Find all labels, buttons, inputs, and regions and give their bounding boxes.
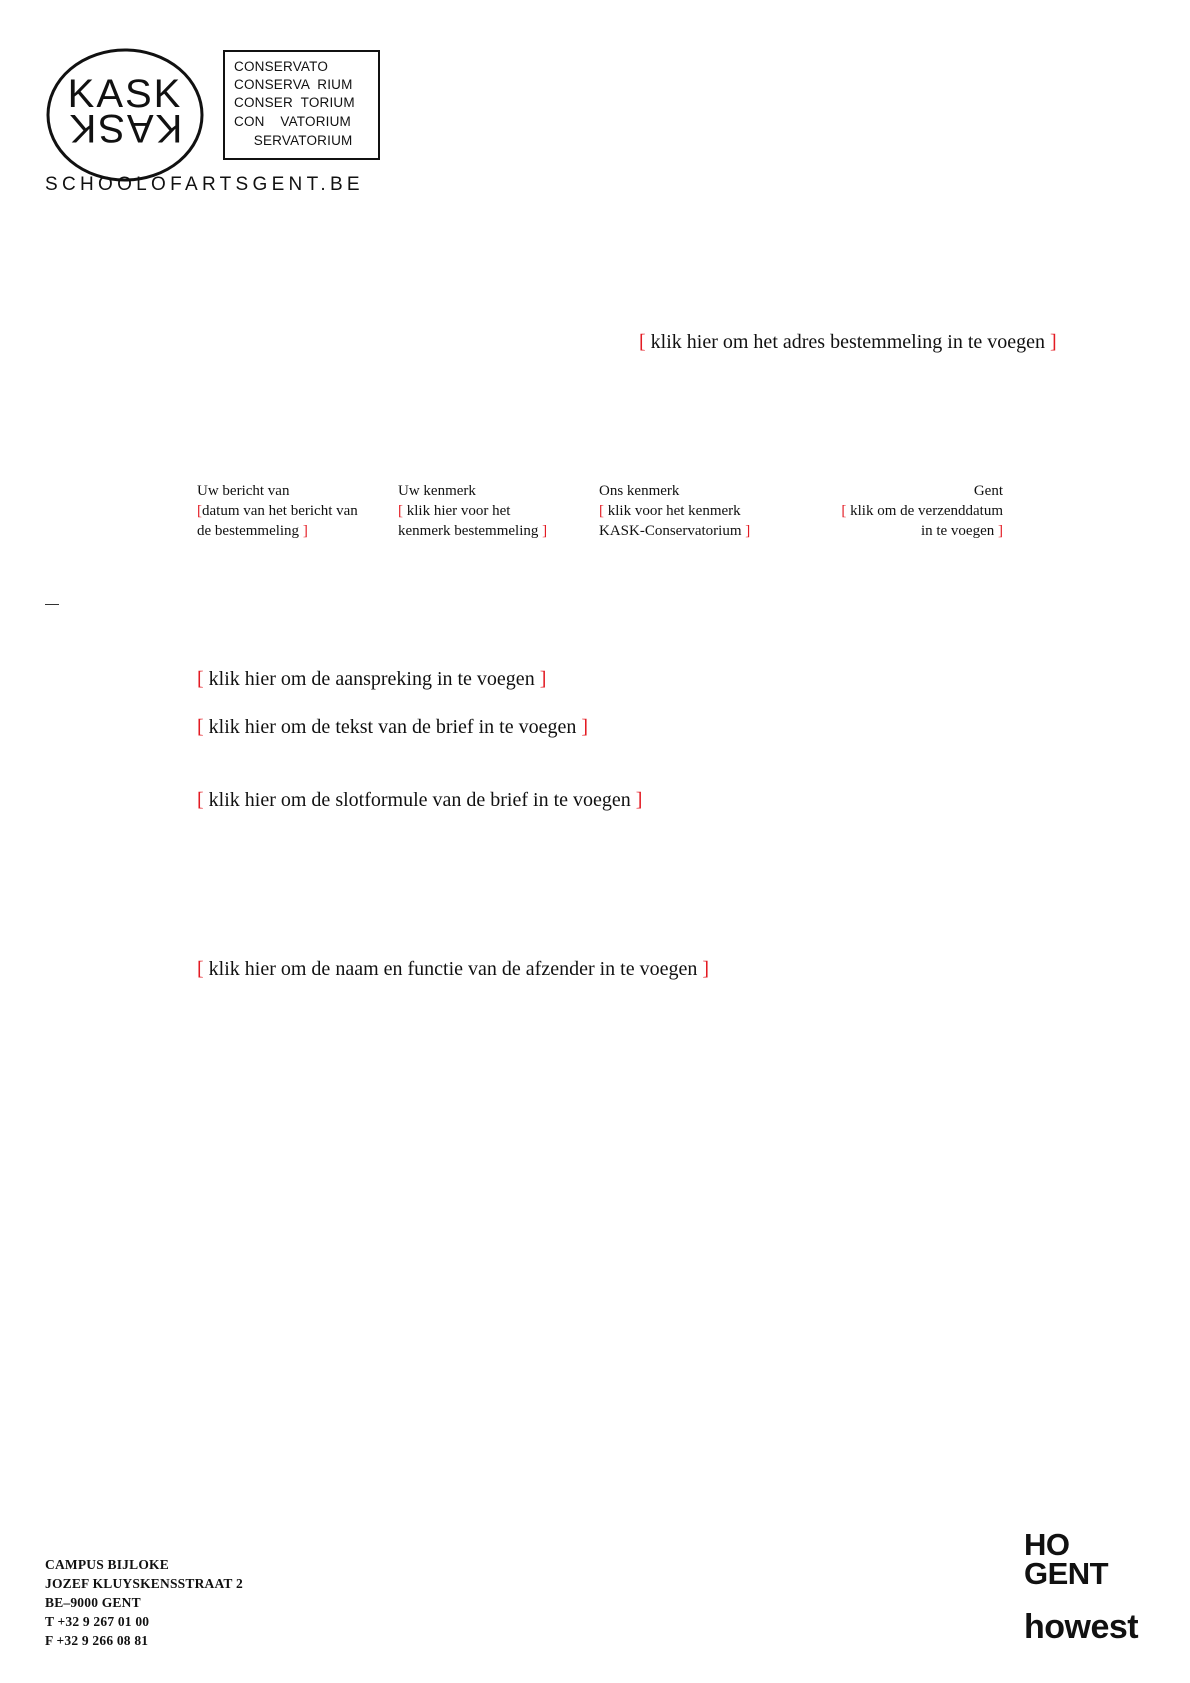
sender-placeholder: klik hier om de naam en functie van de afzender in te voegen [203,958,703,980]
ref-place-date[interactable] [800,481,1003,541]
hogent-logo-line: HO [1024,1527,1070,1562]
bracket-open: [ [639,331,646,353]
footer-address [45,1555,243,1650]
salutation-field[interactable] [197,668,546,691]
howest-logo-text: howest [1024,1608,1139,1646]
recipient-address-placeholder: klik hier om het adres bestemmeling in te voegen [645,331,1051,353]
closing-field[interactable] [197,789,642,812]
ref-placeholder: klik voor het kenmerk [604,503,741,519]
footer-campus: CAMPUS BIJLOKE [45,1557,169,1572]
ref-label: Uw kenmerk [398,483,476,499]
ref-placeholder: datum van het bericht van [202,503,358,519]
bracket-close: ] [542,523,548,539]
footer-city: BE–9000 GENT [45,1595,141,1610]
conservatorium-logo-row: CONSERVATO [234,59,329,74]
fold-mark [45,604,59,605]
bracket-close: ] [302,523,308,539]
conservatorium-logo-row: SERVATORIUM [234,133,353,148]
bracket-open: [ [398,503,403,519]
bracket-open: [ [197,668,204,690]
ref-placeholder: klik hier voor het [403,503,511,519]
howest-logo [1024,1608,1138,1647]
conservatorium-logo-row: CONSER TORIUM [234,95,355,110]
bracket-open: [ [197,503,202,519]
hogent-logo-line: GENT [1024,1556,1109,1591]
ref-label: Ons kenmerk [599,483,680,499]
ref-placeholder: in te voegen [920,523,998,539]
bracket-open: [ [841,503,847,519]
hogent-logo [1024,1527,1109,1591]
closing-placeholder: klik hier om de slotformule van de brief in te voegen [203,789,636,811]
ref-label: Gent [973,483,1003,499]
footer-phone: T +32 9 267 01 00 [45,1614,150,1629]
bracket-close: ] [1050,331,1057,353]
conservatorium-logo-row: CONSERVA RIUM [234,77,353,92]
footer-street: JOZEF KLUYSKENSSTRAAT 2 [45,1576,243,1591]
conservatorium-logo-row: CON VATORIUM [234,114,352,129]
letter-text-placeholder: klik hier om de tekst van de brief in te voegen [203,716,582,738]
conservatorium-logo [223,50,380,160]
kask-logo-top-text: KASK [67,72,183,116]
footer-fax: F +32 9 266 08 81 [45,1633,149,1648]
bracket-close: ] [581,716,589,738]
ref-our-reference[interactable] [599,481,789,541]
ref-placeholder: de bestemmeling [197,523,303,539]
salutation-placeholder: klik hier om de aanspreking in te voegen [203,668,540,690]
bracket-open: [ [599,503,604,519]
ref-placeholder: kenmerk bestemmeling [398,523,543,539]
ref-your-reference[interactable] [398,481,578,541]
ref-placeholder: klik om de verzenddatum [846,503,1003,519]
recipient-address-field[interactable] [639,331,1057,354]
bracket-close: ] [702,958,710,980]
ref-label: Uw bericht van [197,483,290,499]
website-url: SCHOOLOFARTSGENT.BE [45,174,364,195]
kask-logo-bottom-text: KASK [67,106,183,150]
bracket-close: ] [539,668,547,690]
bracket-open: [ [197,789,204,811]
bracket-close: ] [635,789,643,811]
sender-field[interactable] [197,958,709,981]
bracket-close: ] [745,523,751,539]
kask-logo [45,45,205,185]
ref-placeholder: KASK-Conservatorium [599,523,746,539]
ref-your-message-date[interactable] [197,481,377,541]
bracket-open: [ [197,958,204,980]
bracket-close: ] [998,523,1003,539]
letter-text-field[interactable] [197,716,588,739]
bracket-open: [ [197,716,204,738]
